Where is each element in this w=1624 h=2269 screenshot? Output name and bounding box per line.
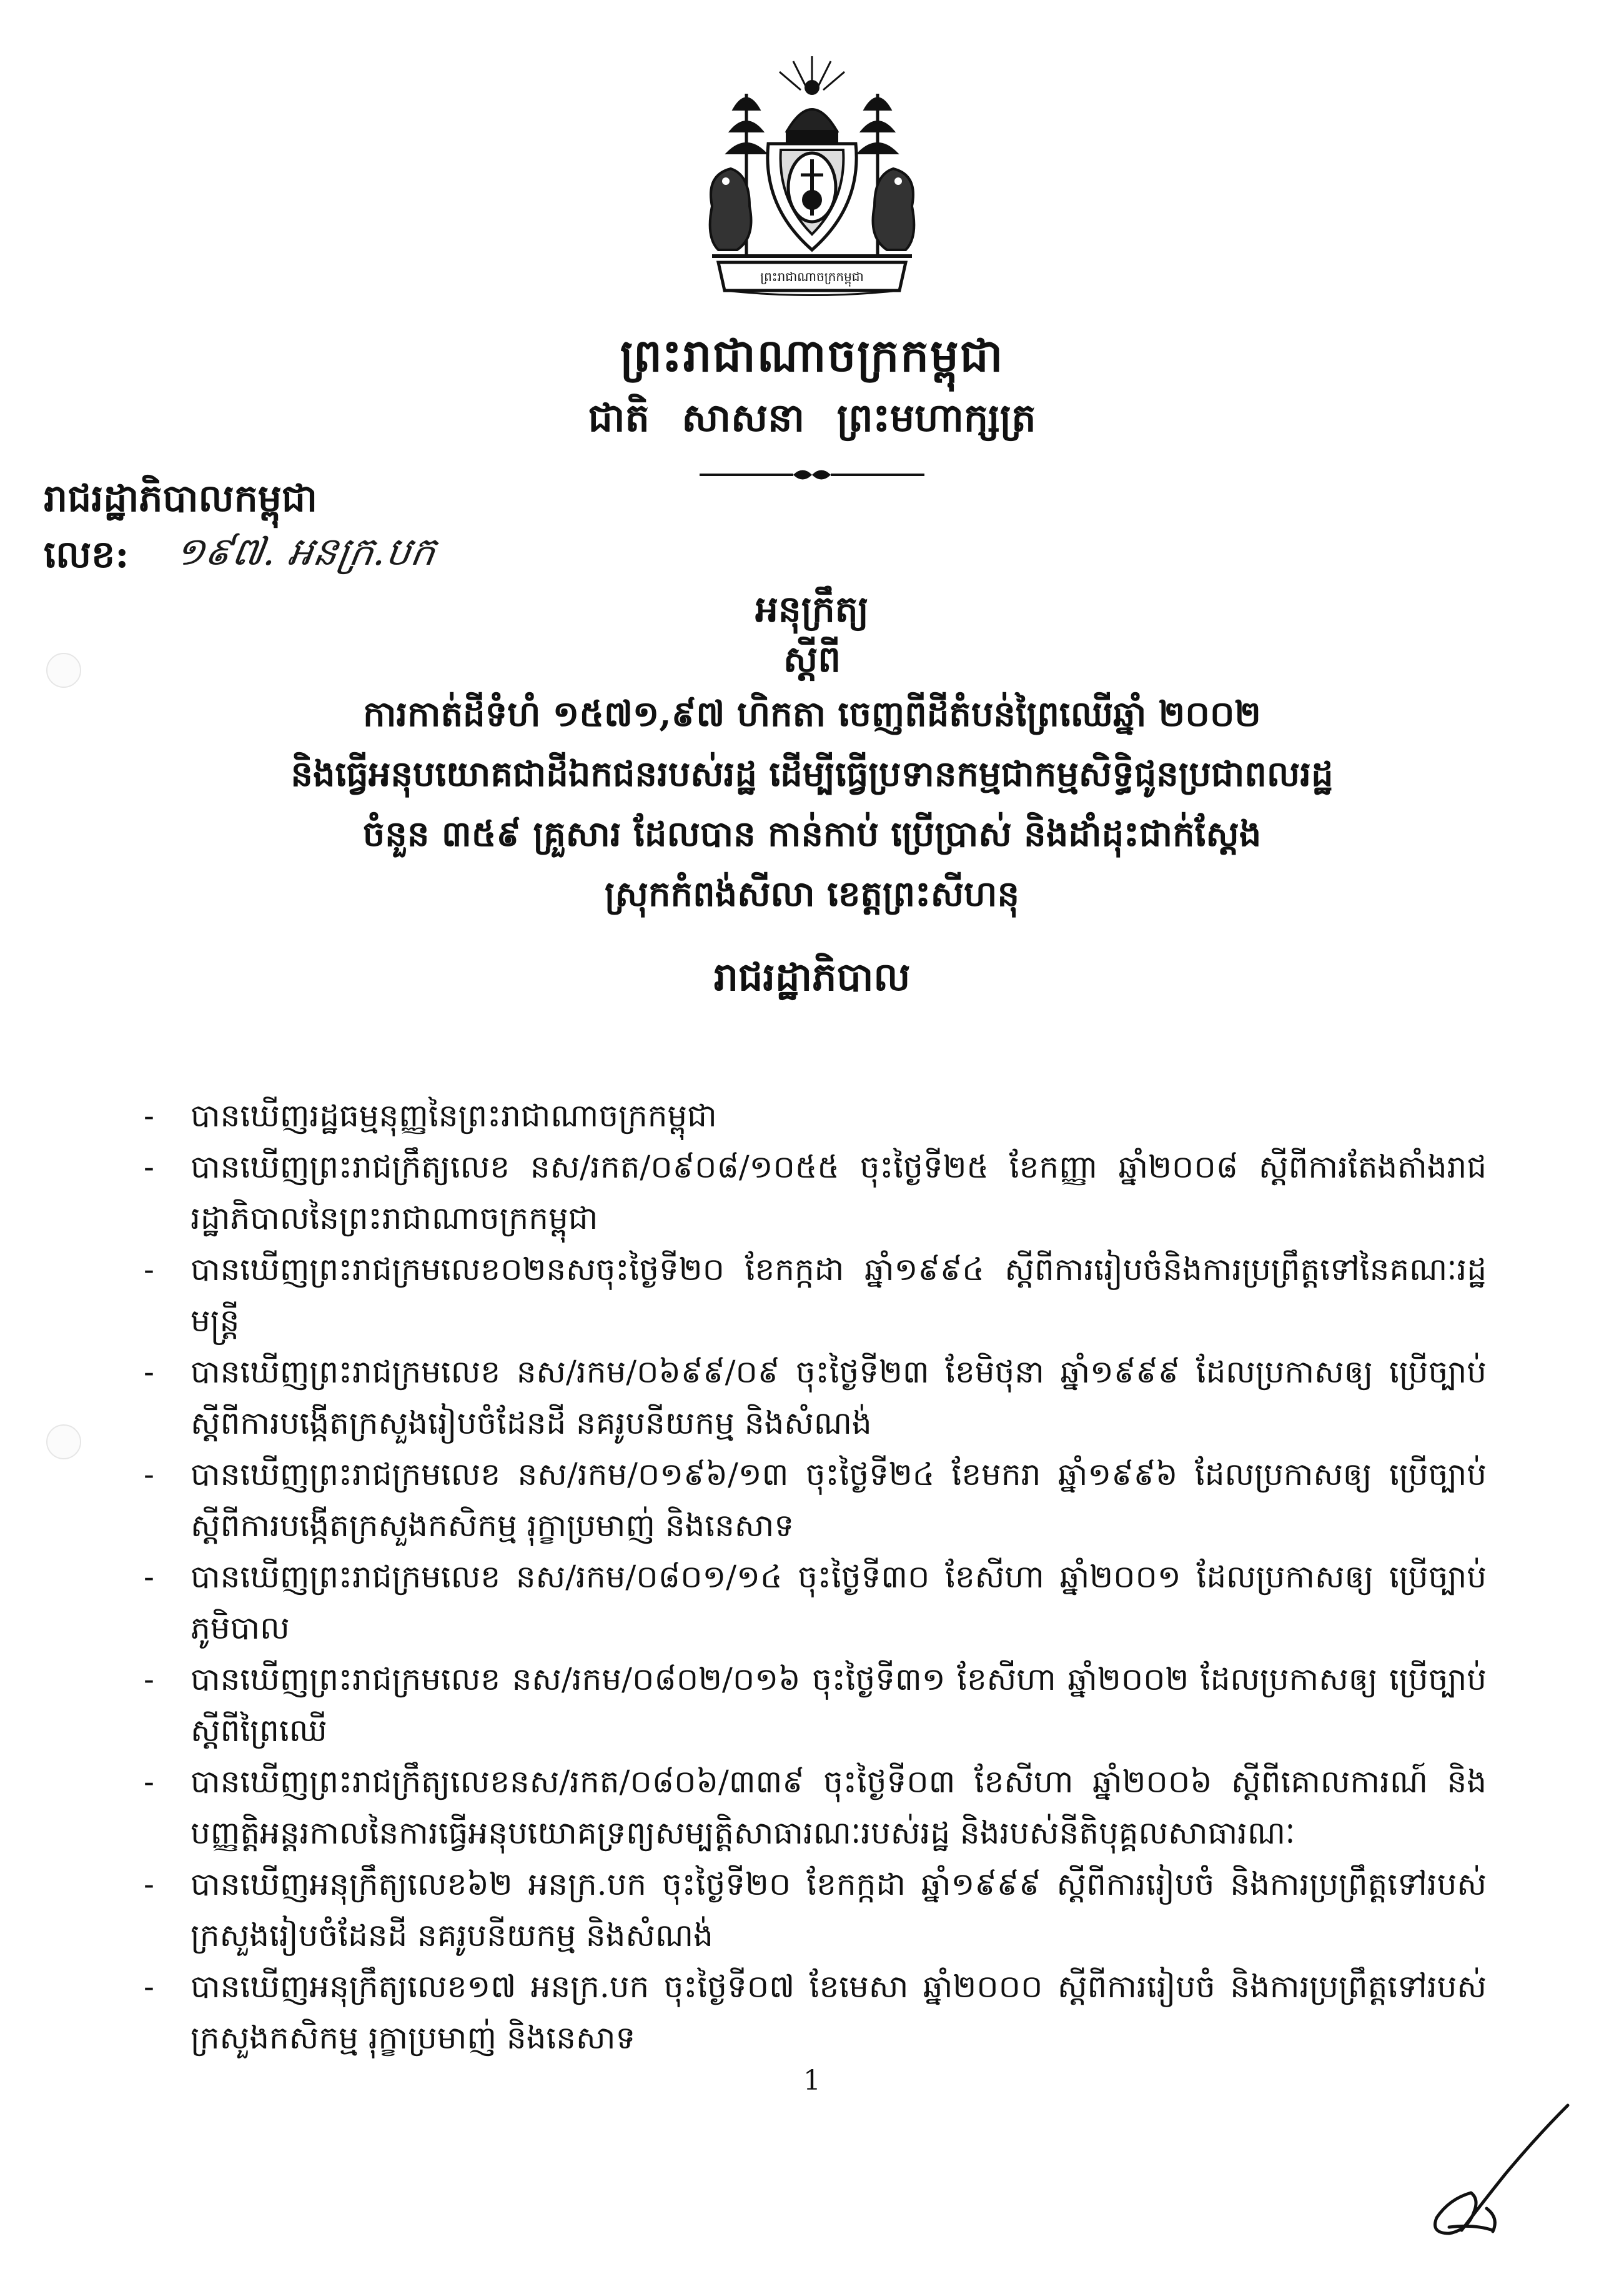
number-value-handwritten: ១៩៧. អនក្រ.បក [172, 529, 439, 574]
bullet-dash: - [144, 1559, 154, 1595]
issuing-government: រាជរដ្ឋាភិបាលកម្ពុជា [44, 477, 317, 520]
title-subject-line-2: និងធ្វើអនុបយោគជាដីឯកជនរបស់រដ្ឋ ដើម្បីធ្វើប្រទានកម្មជាកម្មសិទ្ធិជូនប្រជាពលរដ្ឋ [290, 753, 1334, 795]
list-item: - បានឃើញព្រះរាជក្រឹត្យលេខ នស/រកត/០៩០៨/១០៥៥ ចុះថ្ងៃទី២៥ ខែកញ្ញា ឆ្នាំ២០០៨ ស្ដីពីការតែងតាំងរាជរដ្ឋាភិបាលនៃព្រះរាជាណាចក្រកម្ពុជា [144, 1141, 1487, 1244]
title-subject-line-3: ចំនួន ៣៥៩ គ្រួសារ ដែលបាន កាន់កាប់ ប្រើប្រាស់ និងដាំដុះជាក់ស្ដែង [362, 813, 1262, 855]
royal-coat-of-arms-icon [687, 50, 937, 300]
title-subject-line-4: ស្រុកកំពង់សីលា ខេត្តព្រះសីហនុ [605, 873, 1019, 915]
bullet-dash: - [144, 1251, 154, 1288]
list-item: - បានឃើញអនុក្រឹត្យលេខ១៧ អនក្រ.បក ចុះថ្ងៃទី០៧ ខែមេសា ឆ្នាំ២០០០ ស្ដីពីការរៀបចំ និងការប្រព្រឹត្តទៅរបស់ក្រសួងកសិកម្ម រុក្ខាប្រមាញ់ និងនេសាទ [144, 1961, 1487, 2063]
punch-hole-bottom [46, 1424, 81, 1459]
bullet-dash: - [144, 1866, 154, 1902]
svg-text:ព្រះរាជាណាចក្រកម្ពុជា: ព្រះរាជាណាចក្រកម្ពុជា [760, 269, 864, 284]
preamble-list [144, 1090, 1487, 2063]
bullet-dash: - [144, 1764, 154, 1800]
number-label: លេខ: [44, 533, 129, 577]
bullet-dash: - [144, 1969, 154, 2005]
bullet-dash: - [144, 1456, 154, 1492]
bullet-dash: - [144, 1098, 154, 1134]
list-item: - បានឃើញព្រះរាជក្រមលេខ នស/រកម/០៦៩៩/០៩ ចុះថ្ងៃទី២៣ ខែមិថុនា ឆ្នាំ១៩៩៩ ដែលប្រកាសឲ្យ ប្រើច្បាប់ស្ដីពីការបង្កើតក្រសួងរៀបចំដែនដី នគរូបនីយកម្ម និងសំណង់ [144, 1346, 1487, 1449]
title-subject-line-1: ការកាត់ដីទំហំ ១៥៧១,៩៧ ហិកតា ចេញពីដីតំបន់ព្រៃឈើឆ្នាំ ២០០២ [363, 693, 1261, 735]
title-type: អនុក្រឹត្យ [755, 588, 869, 630]
section-heading: រាជរដ្ឋាភិបាល [713, 954, 911, 1000]
kingdom-name: ព្រះរាជាណាចក្រកម្ពុជា [620, 329, 1004, 382]
page-number: 1 [803, 2065, 821, 2097]
bullet-dash: - [144, 1149, 154, 1185]
list-item: - បានឃើញព្រះរាជក្រមលេខ នស/រកម/០៨០១/១៤ ចុះថ្ងៃទី៣០ ខែសីហា ឆ្នាំ២០០១ ដែលប្រកាសឲ្យ ប្រើច្បាប់ភូមិបាល [144, 1551, 1487, 1654]
list-item: - បានឃើញព្រះរាជក្រមលេខ នស/រកម/០១៩៦/១៣ ចុះថ្ងៃទី២៤ ខែមករា ឆ្នាំ១៩៩៦ ដែលប្រកាសឲ្យ ប្រើច្បាប់ស្ដីពីការបង្កើតក្រសួងកសិកម្ម រុក្ខាប្រមាញ់ និងនេសាទ [144, 1449, 1487, 1551]
list-item: - បានឃើញអនុក្រឹត្យលេខ៦២ អនក្រ.បក ចុះថ្ងៃទី២០ ខែកក្កដា ឆ្នាំ១៩៩៩ ស្ដីពីការរៀបចំ និងការប្រព្រឹត្តទៅរបស់ក្រសួងរៀបចំដែនដី នគរូបនីយកម្ម និងសំណង់ [144, 1859, 1487, 1961]
national-motto: ជាតិ សាសនា ព្រះមហាក្សត្រ [588, 395, 1036, 440]
document-number [44, 531, 606, 581]
signature-mark [1412, 2099, 1580, 2243]
list-item: - បានឃើញព្រះរាជក្រឹត្យលេខនស/រកត/០៨០៦/៣៣៩ ចុះថ្ងៃទី០៣ ខែសីហា ឆ្នាំ២០០៦ ស្ដីពីគោលការណ៍ និងបញ្ញត្តិអន្តរកាលនៃការធ្វើអនុបយោគទ្រព្យសម្បត្តិសាធារណៈរបស់រដ្ឋ និងរបស់នីតិបុគ្គលសាធារណៈ [144, 1756, 1487, 1859]
divider-ornament [700, 465, 924, 484]
decree-title [0, 584, 1624, 924]
bullet-dash: - [144, 1661, 154, 1697]
title-about: ស្ដីពី [783, 638, 841, 680]
list-item: - បានឃើញព្រះរាជក្រមលេខ០២នសចុះថ្ងៃទី២០ ខែកក្កដា ឆ្នាំ១៩៩៤ ស្ដីពីការរៀបចំនិងការប្រព្រឹត្តទៅនៃគណៈរដ្ឋមន្ត្រី [144, 1244, 1487, 1346]
list-item: - បានឃើញរដ្ឋធម្មនុញ្ញនៃព្រះរាជាណាចក្រកម្ពុជា [144, 1090, 1487, 1141]
list-item: - បានឃើញព្រះរាជក្រមលេខ នស/រកម/០៨០២/០១៦ ចុះថ្ងៃទី៣១ ខែសីហា ឆ្នាំ២០០២ ដែលប្រកាសឲ្យ ប្រើច្បាប់ស្ដីពីព្រៃឈើ [144, 1654, 1487, 1756]
bullet-dash: - [144, 1354, 154, 1390]
